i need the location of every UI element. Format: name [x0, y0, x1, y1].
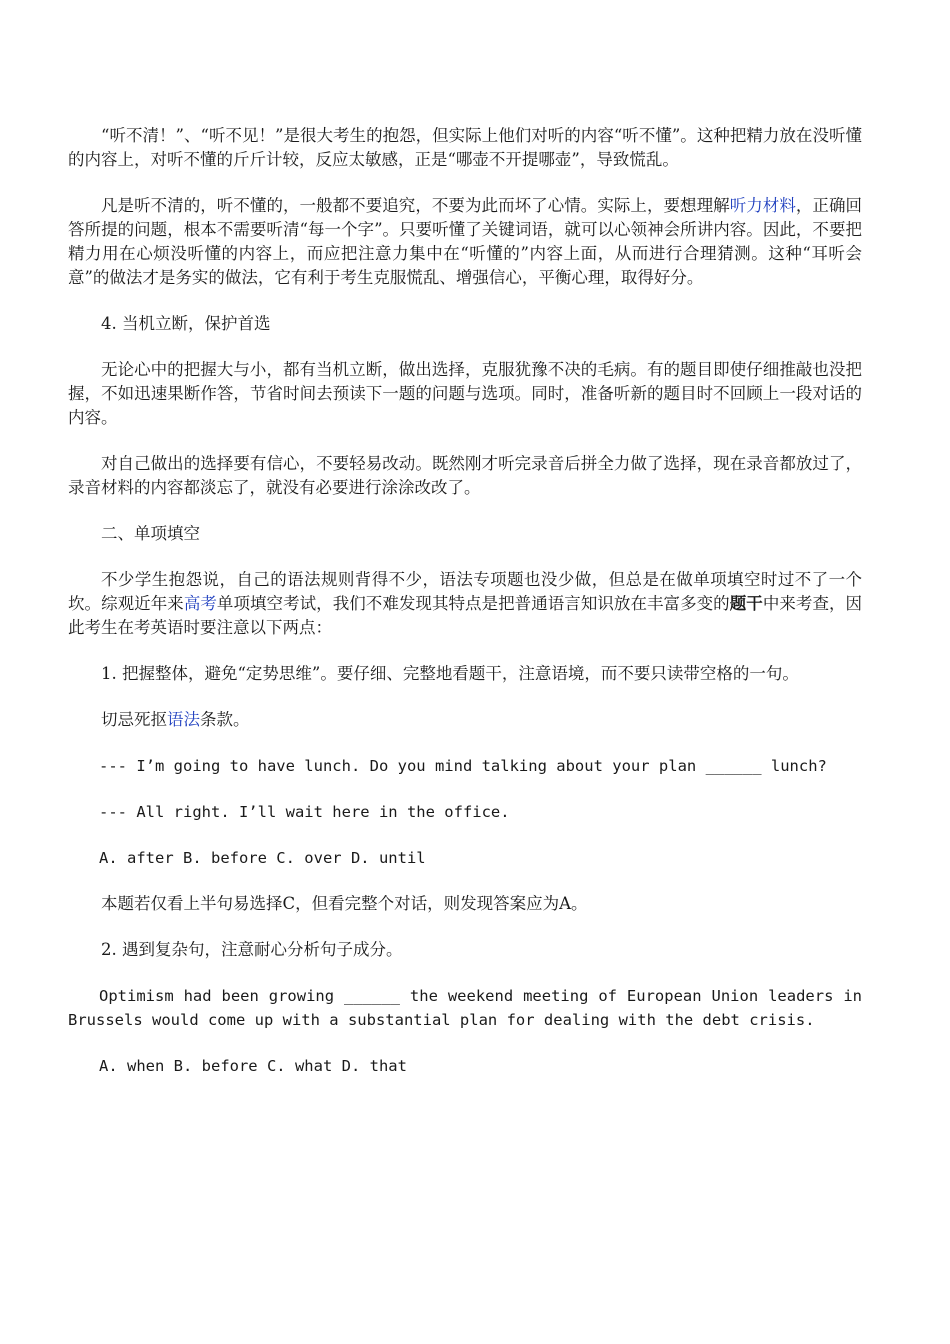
heading-single-choice: 二、单项填空: [101, 524, 200, 543]
paragraph-text: 单项填空考试，我们不难发现其特点是把普通语言知识放在丰富多变的: [216, 594, 730, 613]
paragraph-grammar-complaint: [68, 568, 862, 640]
bold-stem: 题干: [729, 594, 763, 613]
paragraph-decisive: 无论心中的把握大与小，都有当机立断，做出选择，克服犹豫不决的毛病。有的题目即使仔细推敲也没把握，不如迅速果断作答，节省时间去预读下一题的问题与选项。同时，准备听新的题目时不回顾上一段对话的内容。: [68, 360, 862, 427]
paragraph-no-rules: [68, 708, 862, 732]
paragraph-text: 中来考查，因此考生在考英语时要注意以下两点：: [68, 594, 863, 637]
link-grammar[interactable]: 语法: [167, 710, 200, 729]
paragraph-answer-explanation: 本题若仅看上半句易选择C，但看完整个对话，则发现答案应为A。: [101, 894, 588, 913]
example-sentence-2: Optimism had been growing ______ the weekend meeting of European Union leaders in Brussels would come up with a substantial plan for dealing with the debt crisis.: [68, 987, 862, 1029]
link-gaokao[interactable]: 高考: [183, 594, 217, 613]
tip-1: 1. 把握整体，避免“定势思维”。要仔细、完整地看题干，注意语境，而不要只读带空格的一句。: [101, 664, 799, 683]
example-options-2: A. when B. before C. what D. that: [99, 1057, 407, 1075]
paragraph-dont-pursue: [68, 194, 862, 290]
example-line-2: --- All right. I’ll wait here in the office.: [99, 803, 510, 821]
paragraph-text: 不少学生抱怨说，自己的语法规则背得不少，语法专项题也没少做，但总是在做单项填空时过不了一个坎。综观近年来: [68, 570, 862, 613]
paragraph-confidence: 对自己做出的选择要有信心，不要轻易改动。既然刚才听完录音后拼全力做了选择，现在录音都放过了，录音材料的内容都淡忘了，就没有必要进行涂涂改改了。: [68, 454, 862, 497]
paragraph-text: 条款。: [200, 710, 250, 729]
paragraph-text: 凡是听不清的，听不懂的，一般都不要追究，不要为此而坏了心情。实际上，要想理解: [101, 196, 730, 215]
heading-decisive: 4. 当机立断，保护首选: [101, 314, 271, 333]
paragraph-text: ，正确回答所提的问题，根本不需要听清“每一个字”。只要听懂了关键词语，就可以心领神会所讲内容。因此，不要把精力用在心烦没听懂的内容上，而应把注意力集中在“听懂的”内容上面，从而进行合理猜测。这种“耳听会意”的做法才是务实的做法，它有利于考生克服慌乱、增强信心，平衡心理，取得好分。: [68, 196, 863, 287]
paragraph-text: 切忌死抠: [101, 710, 167, 729]
example-line-1: --- I’m going to have lunch. Do you mind talking about your plan ______ lunch?: [99, 757, 827, 775]
paragraph-listening-complaint: “听不清！”、“听不见！”是很大考生的抱怨，但实际上他们对听的内容“听不懂”。这种把精力放在没听懂的内容上，对听不懂的斤斤计较，反应太敏感，正是“哪壶不开提哪壶”，导致慌乱。: [68, 126, 862, 169]
example-options-1: A. after B. before C. over D. until: [99, 849, 426, 867]
document-body: [68, 124, 862, 1100]
tip-2: 2. 遇到复杂句，注意耐心分析句子成分。: [101, 940, 403, 959]
link-listening-material[interactable]: 听力材料: [729, 196, 796, 215]
